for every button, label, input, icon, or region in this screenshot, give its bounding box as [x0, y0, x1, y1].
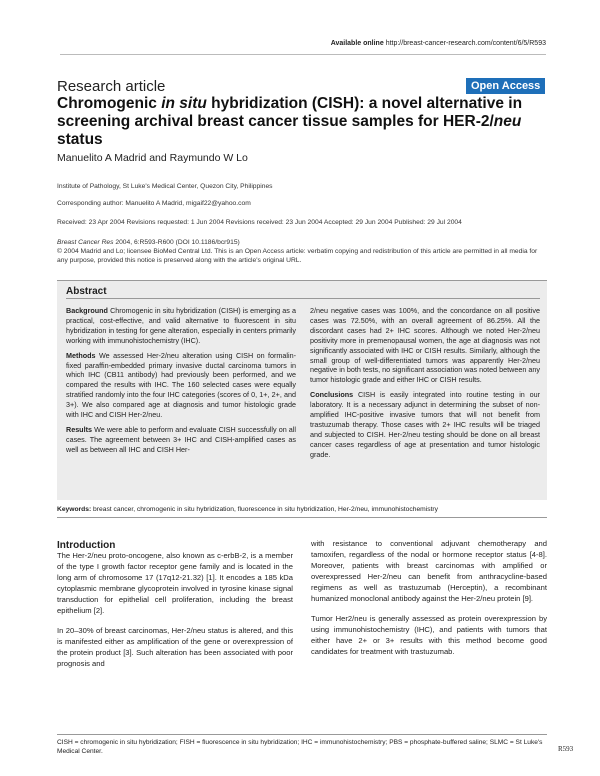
body-column-2 — [311, 538, 547, 666]
open-access-badge: Open Access — [466, 78, 545, 94]
journal-name: Breast Cancer Res — [57, 239, 114, 246]
corresponding-author: Corresponding author: Manuelito A Madrid, migaif22@yahoo.com — [57, 200, 251, 207]
intro-paragraph-1: The Her-2/neu proto-oncogene, also known as c-erbB-2, is a member of the type I growth factor receptor gene family and is located in the long arm of chromosome 17 (17q12-21.32) [1]. It encodes a 185 kDa cytoplasmic membrane glycoprotein involved in tyrosine kinase signal transduction for epithelial cell proliferation, including the breast epithelium [2]. — [57, 551, 293, 615]
article-title: Chromogenic in situ hybridization (CISH): a novel alternative in screening archival breast cancer tissue samples for HER-2/neu status — [57, 95, 523, 148]
page-number: R593 — [558, 745, 574, 753]
availability-line — [331, 40, 546, 47]
body-column-1 — [57, 550, 293, 678]
abstract-column-1 — [66, 306, 296, 460]
keywords-rule — [57, 517, 547, 518]
institution: Institute of Pathology, St Luke's Medical Center, Quezon City, Philippines — [57, 183, 273, 190]
keywords: Keywords: breast cancer, chromogenic in situ hybridization, fluorescence in situ hybridization, Her-2/neu, immunohistochemistry — [57, 506, 438, 513]
publication-dates: Received: 23 Apr 2004 Revisions requested: 1 Jun 2004 Revisions received: 23 Jun 2004 Accepted: 29 Jun 2004 Published: 29 Jul 2004 — [57, 219, 462, 226]
header-rule — [60, 54, 546, 55]
abstract-background: Background Chromogenic in situ hybridization (CISH) is emerging as a practical, cost-effective, and valid alternative to fluorescent in situ hybridization in testing for gene alteration, especially in centers primarily working with immunohistochemistry (IHC). — [66, 306, 296, 345]
available-label: Available online — [330, 40, 384, 47]
citation: Breast Cancer Res 2004, 6:R593-R600 (DOI 10.1186/bcr915) © 2004 Madrid and Lo; licensee BioMed Central Ltd. This is an Open Access article: verbatim copying and redistribution of this article are permitted in all media for any purpose, provided this notice is preserved along with the article's original URL. — [57, 239, 538, 264]
intro-paragraph-3: with resistance to conventional adjuvant chemotherapy and tamoxifen, regardless of the nodal or hormone receptor status [4-8]. Moreover, patients with breast carcinomas with amplified or overexpressed Her-2/neu can benefit from anthracycline-based regimens as well as trastuzumab (Herceptin), a recombinant humanized monoclonal antibody against the Her-2/neu protein [9]. — [311, 539, 547, 603]
abbreviations-footnote: CISH = chromogenic in situ hybridization; FISH = fluorescence in situ hybridization; IHC = immunohistochemistry; PBS = phosphate-buffered saline; SLMC = St Luke's Medical Center. — [57, 739, 543, 755]
intro-paragraph-2: In 20–30% of breast carcinomas, Her-2/neu status is altered, and this is manifested either as amplification of the gene or overexpression of the protein product [3]. Such alteration has been associated with poor prognosis and — [57, 626, 293, 668]
abstract-methods: Methods We assessed Her-2/neu alteration using CISH on formalin-fixed paraffin-embedded primary invasive ductal carcinoma tumors in which IHC (CB11 antibody) had previously been performed, and we compared the results with IHC. The 160 selected cases were equally stratified randomly into the four IHC categories (scores of 0, 1+, 2+, and 3+). We also compared age at diagnosis and tumor histologic grade with IHC and CISH Her-2/neu. — [66, 350, 296, 420]
abstract-column-2 — [310, 306, 540, 465]
license-text: © 2004 Madrid and Lo; licensee BioMed Central Ltd. This is an Open Access article: verbatim copying and redistribution of this article are permitted in all media for any purpose, provided this notice is preserved along with the article's original URL. — [57, 248, 538, 264]
abstract-results: Results We were able to perform and evaluate CISH successfully on all cases. The agreement between 3+ IHC and CISH-amplified cases as well as between all IHC and CISH Her- — [66, 424, 296, 454]
abstract-conclusions: Conclusions CISH is easily integrated into routine testing in our laboratory. It is a necessary adjunct in determining the subset of non-amplified IHC-positive invasive tumors that will not benefit from trastuzumab therapy. Those cases with 2+ IHC results will be triaged and subjected to CISH. Her-2/neu testing should be done on all breast cancer cases regardless of age at presentation and tumor histologic grade. — [310, 390, 540, 459]
abstract-rule — [66, 298, 540, 299]
abstract-results-cont: 2/neu negative cases was 100%, and the concordance on all positive cases was 72.50%, with an overall agreement of 86.25%. All the discordant cases had 2+ IHC scores. Although we noted Her-2/neu positivity more in premenopausal women, the age at diagnosis was not significantly associated with IHC or CISH results. Similarly, although the small group of well-differentiated tumors was apparently Her-2/neu negative in both tests, no significant association was noted between any tumor histologic grade and either IHC or CISH results. — [310, 306, 540, 385]
footnote-rule — [57, 734, 547, 735]
section-label: Research article — [57, 78, 166, 95]
authors: Manuelito A Madrid and Raymundo W Lo — [57, 152, 248, 164]
intro-paragraph-4: Tumor Her2/neu is generally assessed as protein overexpression by using immunohistochemistry (IHC), and patients with tumors that either have 2+ or 3+ results with this method become good candidates for treatment with trastuzumab. — [311, 614, 547, 656]
abstract-heading: Abstract — [66, 286, 107, 297]
introduction-heading: Introduction — [57, 540, 116, 551]
article-url[interactable]: http://breast-cancer-research.com/content/6/5/R593 — [385, 40, 546, 47]
